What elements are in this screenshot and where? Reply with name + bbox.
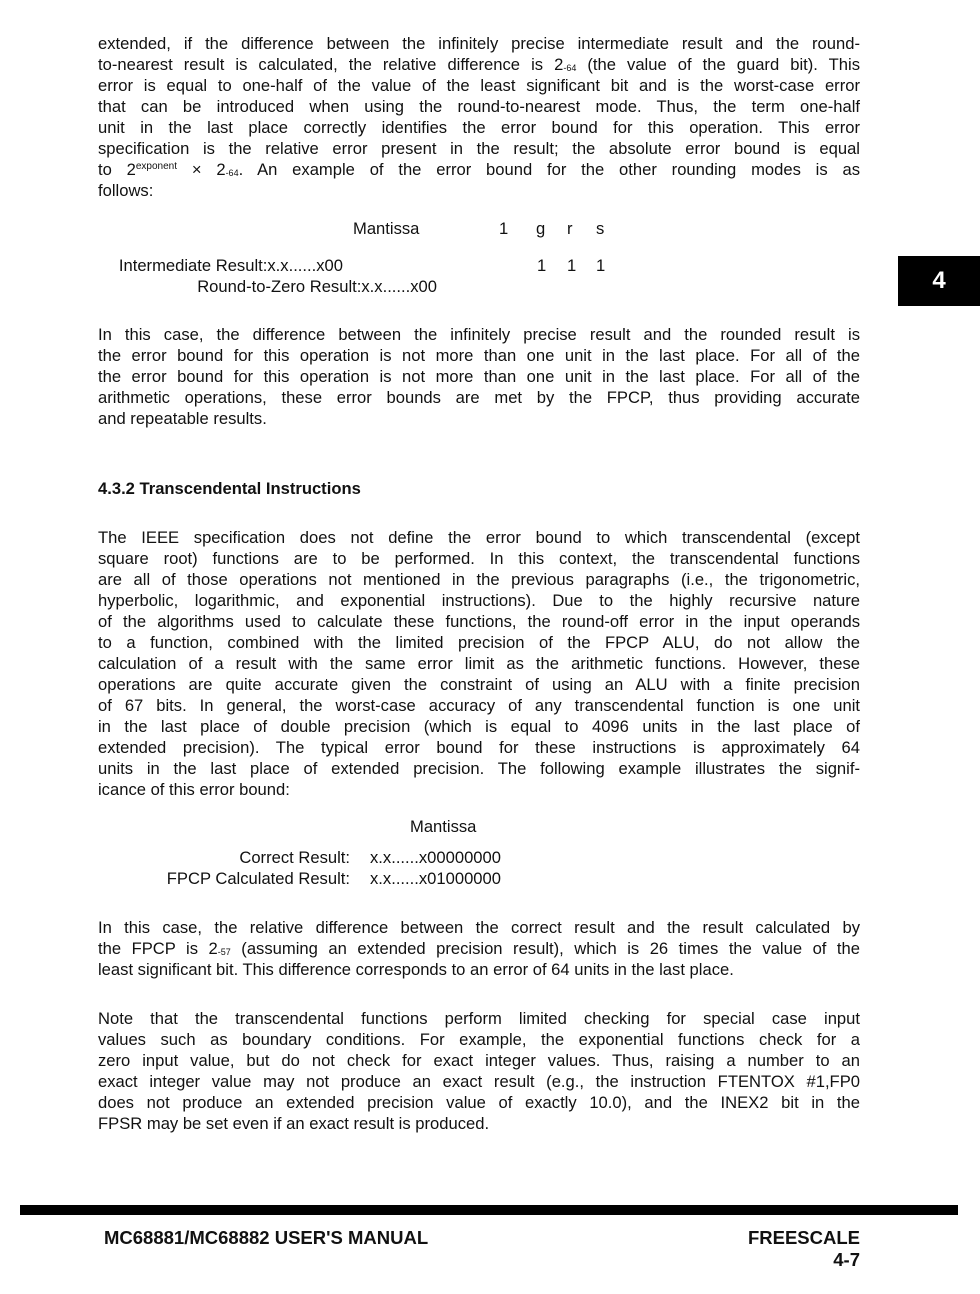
row-label: Round-to-Zero Result:x.x......x00 [197,277,437,296]
text-line: that can be introduced when using the round-to-nearest mode. Thus, the term one-half [98,97,860,116]
mantissa-header: Mantissa [410,817,477,836]
chapter-tab [898,256,980,306]
text-line: arithmetic operations, these error bounds are met by the FPCP, thus providing accurate [98,388,860,407]
text-line: Note that the transcendental functions perform limited checking for special case input [98,1009,860,1028]
text-line: to-nearest result is calculated, the relative difference is $2_{-64}$ (the value of the guard bit). This [98,55,860,74]
paragraph-rounding-error [98,33,860,201]
footer-manual-title: MC68881/MC68882 USER'S MANUAL [104,1227,429,1248]
text-line: specification is the relative error present in the result; the absolute error bound is equal [98,139,860,158]
text-line: operations are quite accurate given the constraint of using an ALU with a finite precision [98,675,860,694]
text-line: In this case, the difference between the infinitely precise result and the rounded result is [98,325,860,344]
paragraph-error-bound [98,324,860,429]
row-label: Correct Result: [239,848,350,867]
section-heading: 4.3.2 Transcendental Instructions [98,479,361,498]
row-label: FPCP Calculated Result: [166,869,350,888]
text-line: in the last place of double precision (which is equal to 4096 units in the last place of [98,717,860,736]
text-line: to $2^{exponent} \times 2_{-64}$. An example of the error bound for the other rounding modes is as [98,160,860,179]
text-line: calculation of a result with the same error limit as the arithmetic functions. However, these [98,654,860,673]
mantissa-header: Mantissa [353,219,420,238]
text-line: does not produce an extended precision value of exactly 10.0), and the INEX2 bit in the [98,1093,860,1112]
text-line: follows: [98,181,154,200]
exponent: -64 [225,168,239,178]
exponent: -57 [217,947,231,957]
text-line: the error bound for this operation is not more than one unit in the last place. For all of the [98,367,860,386]
text-line: square root) functions are to be performed. In this context, the transcendental functions [98,549,860,568]
round-bit-value: 1 [567,256,577,275]
text-line: extended, if the difference between the infinitely precise intermediate result and the round- [98,34,860,53]
text-line: and repeatable results. [98,409,267,428]
text-line: the error bound for this operation is not more than one unit in the last place. For all of the [98,346,860,365]
footer-rule [20,1205,958,1215]
exponent: exponent [135,161,178,172]
text-line: units in the last place of extended precision. The following example illustrates the signif- [98,759,860,778]
footer-publisher: FREESCALE [747,1227,860,1248]
text-line: icance of this error bound: [98,780,290,799]
bit-header-sticky: s [596,219,605,238]
chapter-tab-number: 4 [932,267,946,294]
guard-bit-value: 1 [537,256,547,275]
row-value: x.x......x00000000 [370,848,501,867]
sticky-bit-value: 1 [596,256,606,275]
text-line: exact integer value may not produce an exact result (e.g., the instruction FTENTOX #1,FP0 [98,1072,860,1091]
text-line: zero input value, but do not check for exact integer values. Thus, raising a number to an [98,1051,860,1070]
row-label: Intermediate Result:x.x......x00 [118,256,343,275]
text-line: to a function, combined with the limited precision of the FPCP ALU, do not allow the [98,633,860,652]
paragraph-transcendental [98,527,860,800]
text-line: of the algorithms used to calculate these functions, the round-off error in the input operands [98,612,860,631]
text-line: In this case, the relative difference between the correct result and the result calculated by [98,918,860,937]
bit-header-1: 1 [499,219,509,238]
text-line: unit in the last place correctly identifies the error bound for this operation. This error [98,118,860,137]
row-value: x.x......x01000000 [370,869,501,888]
footer-publisher-block [748,1227,860,1271]
bit-header-round: r [567,219,573,238]
text-line: the FPCP is $2_{-57}$ (assuming an extended precision result), which is 26 times the value of the [98,939,860,958]
text-line: The IEEE specification does not define the error bound to which transcendental (except [98,528,860,547]
paragraph-special-cases [98,1008,860,1134]
text-line: least significant bit. This difference corresponds to an error of 64 units in the last place. [98,960,734,979]
footer-page-number: 4-7 [833,1249,860,1270]
exponent: -64 [563,63,577,73]
text-line: of 67 bits. In general, the worst-case accuracy of any transcendental function is one unit [98,696,860,715]
text-line: values such as boundary conditions. For example, the exponential functions check for a [98,1030,860,1049]
bit-header-guard: g [536,219,546,238]
text-line: extended precision). The typical error bound for these instructions is approximately 64 [98,738,860,757]
paragraph-relative-difference [98,917,860,980]
text-line: are all of those operations not mentioned in the previous paragraphs (i.e., the trigonometric, [98,570,860,589]
text-line: FPSR may be set even if an exact result is produced. [98,1114,490,1133]
text-line: hyperbolic, logarithmic, and exponential instructions). Due to the highly recursive nature [98,591,860,610]
text-line: error is equal to one-half of the value of the least significant bit and is the worst-case error [98,76,860,95]
